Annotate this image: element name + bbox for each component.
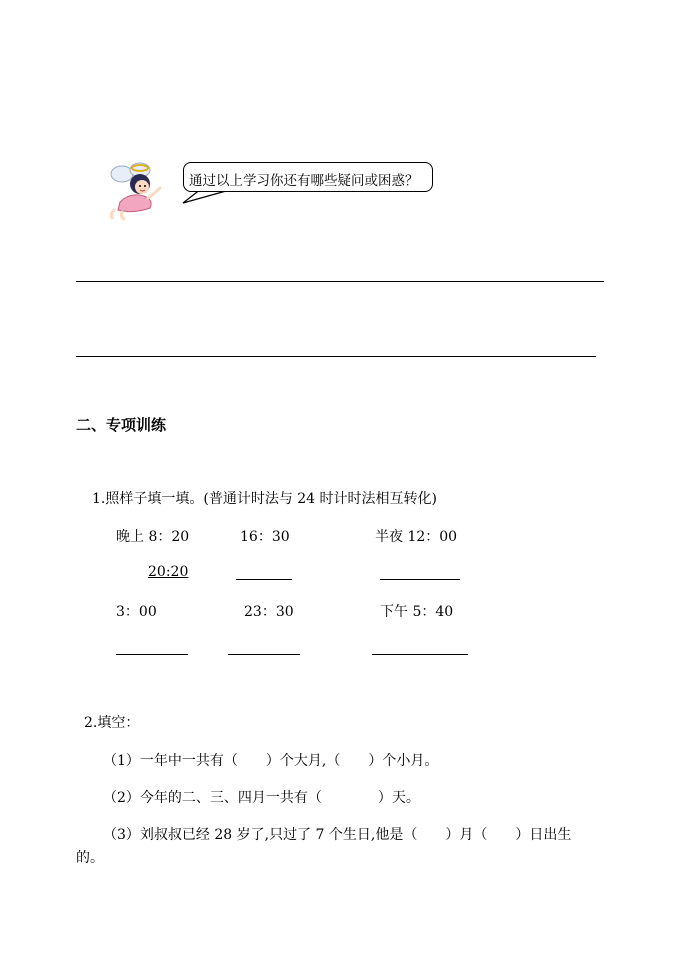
q1-time-6: 下午 5：40 — [380, 604, 454, 620]
q1-blank-4[interactable] — [116, 654, 188, 655]
q2-item-3-continued: 的。 — [76, 850, 104, 866]
q1-example-answer: 20:20 — [148, 564, 189, 580]
q1-time-1: 晚上 8：20 — [116, 529, 190, 545]
q2-item-3: （3）刘叔叔已经 28 岁了,只过了 7 个生日,他是（ ）月（ ）日出生 — [103, 827, 572, 843]
q2-item-1: （1）一年中一共有（ ）个大月,（ ）个小月。 — [103, 753, 439, 769]
q1-time-4: 3：00 — [116, 604, 157, 620]
answer-line-1 — [76, 281, 604, 282]
q1-time-5: 23：30 — [244, 604, 294, 620]
angel-icon — [104, 158, 168, 222]
q1-blank-5[interactable] — [228, 654, 300, 655]
speech-bubble — [183, 162, 433, 192]
bubble-text: 通过以上学习你还有哪些疑问或困惑？ — [189, 173, 419, 189]
q1-time-2: 16：30 — [240, 529, 290, 545]
q1-blank-6[interactable] — [372, 654, 468, 655]
q1-time-3: 半夜 12：00 — [375, 529, 458, 545]
q1-prompt: 1.照样子填一填。(普通计时法与 24 时计时法相互转化) — [92, 491, 437, 507]
q1-blank-3[interactable] — [380, 579, 460, 580]
q2-title: 2.填空： — [84, 715, 140, 731]
q2-item-2: （2）今年的二、三、四月一共有（ ）天。 — [103, 790, 420, 806]
q1-blank-2[interactable] — [236, 579, 292, 580]
section-title: 二、专项训练 — [76, 416, 167, 434]
answer-line-2 — [76, 356, 596, 357]
